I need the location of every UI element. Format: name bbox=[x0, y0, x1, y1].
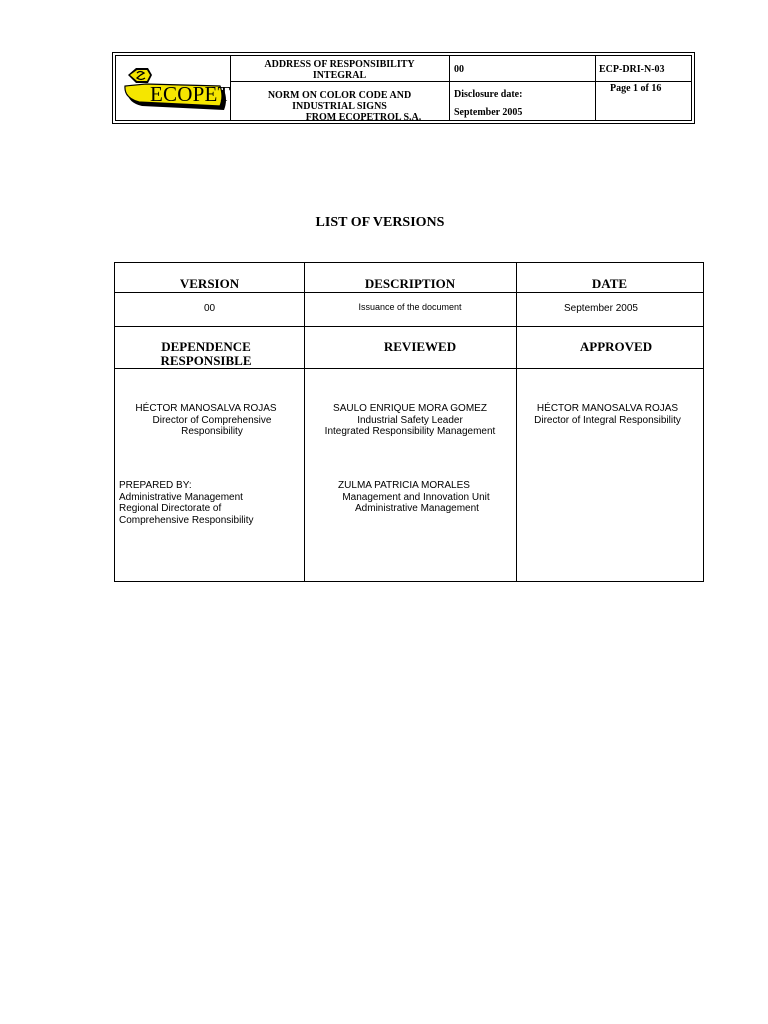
header-divider bbox=[449, 56, 450, 120]
prepared-by-line: Comprehensive Responsibility bbox=[119, 514, 254, 526]
dependence-signatory bbox=[115, 403, 297, 438]
reviewed-header: REVIEWED bbox=[383, 339, 457, 354]
disclosure-label: Disclosure date: bbox=[454, 89, 523, 100]
approver-signatory bbox=[516, 403, 699, 426]
reviewer-signatory bbox=[304, 403, 516, 438]
header-divider bbox=[595, 56, 596, 120]
logo-wordmark: ECOPET bbox=[150, 82, 231, 106]
signatory-name: SAULO ENRIQUE MORA GOMEZ bbox=[333, 403, 487, 414]
address-line: INTEGRAL bbox=[312, 70, 367, 81]
signatory-role: Industrial Safety Leader bbox=[357, 414, 463, 426]
signatory-name: HÉCTOR MANOSALVA ROJAS bbox=[135, 403, 277, 414]
address-title bbox=[230, 59, 449, 81]
ecopetrol-logo bbox=[124, 66, 230, 112]
signatory-role: Management and Innovation Unit bbox=[342, 491, 490, 503]
prepared-by-block bbox=[119, 480, 254, 526]
dependence-header-line: RESPONSIBLE bbox=[160, 353, 252, 368]
prepared-by-line: Administrative Management bbox=[119, 491, 243, 503]
signatory-role: Director of Integral Responsibility bbox=[534, 414, 681, 426]
column-header-version: VERSION bbox=[179, 276, 240, 291]
table-divider bbox=[115, 292, 703, 293]
row-version: 00 bbox=[203, 303, 216, 314]
document-header bbox=[112, 52, 695, 124]
prepared-by-label: PREPARED BY: bbox=[119, 480, 192, 491]
second-reviewer-signatory bbox=[304, 480, 516, 515]
table-divider bbox=[115, 368, 703, 369]
prepared-by-line: Regional Directorate of bbox=[119, 503, 222, 514]
signatory-role: Integrated Responsibility Management bbox=[324, 426, 496, 437]
norm-title bbox=[230, 90, 449, 123]
row-date: September 2005 bbox=[564, 303, 638, 314]
signatory-name: HÉCTOR MANOSALVA ROJAS bbox=[536, 403, 679, 414]
row-description: Issuance of the document bbox=[358, 302, 462, 312]
header-divider bbox=[230, 81, 691, 82]
page-number: Page 1 of 16 bbox=[610, 83, 662, 94]
norm-line: NORM ON COLOR CODE AND bbox=[267, 90, 412, 101]
signatory-name: ZULMA PATRICIA MORALES bbox=[338, 480, 470, 491]
column-header-description: DESCRIPTION bbox=[364, 276, 456, 291]
address-line: ADDRESS OF RESPONSIBILITY bbox=[264, 59, 415, 70]
document-code: ECP-DRI-N-03 bbox=[599, 64, 665, 75]
dependence-header bbox=[115, 340, 297, 368]
versions-table bbox=[114, 262, 704, 582]
dependence-header-line: DEPENDENCE bbox=[161, 339, 251, 354]
disclosure-date: September 2005 bbox=[454, 107, 523, 118]
table-divider bbox=[115, 326, 703, 327]
page-title: LIST OF VERSIONS bbox=[315, 215, 445, 230]
norm-line: INDUSTRIAL SIGNS bbox=[292, 101, 387, 112]
column-header-date: DATE bbox=[591, 276, 628, 291]
header-inner-frame bbox=[115, 55, 692, 121]
signatory-role: Administrative Management bbox=[355, 503, 479, 514]
approved-header: APPROVED bbox=[579, 339, 653, 354]
header-version: 00 bbox=[454, 64, 464, 75]
norm-line: FROM ECOPETROL S.A. bbox=[305, 112, 422, 123]
signatory-role: Director of Comprehensive Responsibility bbox=[152, 414, 272, 437]
